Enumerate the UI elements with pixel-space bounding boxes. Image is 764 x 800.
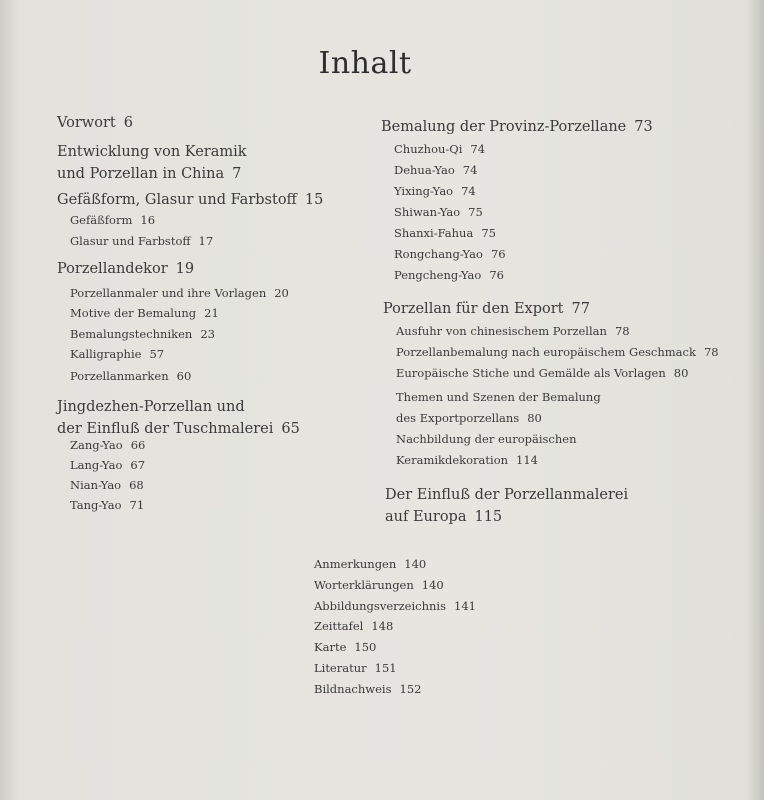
toc-page: 78: [614, 324, 630, 338]
toc-label-line1: Entwicklung von Keramik: [57, 144, 247, 160]
toc-subentry: [70, 213, 155, 227]
toc-subentry: [70, 458, 145, 472]
toc-subentry: [396, 345, 719, 359]
toc-appendix-entry: [314, 661, 397, 675]
toc-label-line1: Nachbildung der europäischen: [396, 432, 577, 446]
toc-label: Shanxi-Fahua: [394, 226, 474, 240]
toc-page: 7: [232, 166, 242, 182]
toc-subentry: [396, 387, 601, 429]
toc-appendix-entry: [314, 557, 426, 571]
toc-label-line2: der Einfluß der Tuschmalerei: [57, 421, 274, 437]
toc-label: Porzellan für den Export: [383, 301, 564, 317]
toc-label: Europäische Stiche und Gemälde als Vorlagen: [396, 366, 666, 380]
toc-entry-provinz: [381, 119, 653, 135]
toc-label: Anmerkungen: [314, 557, 397, 571]
toc-page: 57: [149, 347, 165, 361]
toc-label: Dehua-Yao: [394, 163, 455, 177]
toc-label: Shiwan-Yao: [394, 205, 461, 219]
toc-page: 115: [474, 509, 503, 525]
toc-subentry: [394, 247, 506, 261]
toc-page: 68: [129, 478, 144, 492]
toc-page: 152: [399, 682, 422, 696]
toc-label-line1: Jingdezhen-Porzellan und: [57, 399, 245, 415]
toc-page: 6: [123, 115, 133, 131]
toc-label: Glasur und Farbstoff: [70, 234, 191, 248]
toc-label: Nian-Yao: [70, 478, 122, 492]
toc-label: Porzellanbemalung nach europäischem Geschmack: [396, 345, 696, 359]
toc-label: Gefäßform, Glasur und Farbstoff: [57, 192, 297, 208]
toc-page: 65: [281, 421, 300, 437]
toc-label: Literatur: [314, 661, 367, 675]
toc-subentry: [70, 286, 289, 300]
toc-page: 17: [198, 234, 214, 248]
toc-page: 148: [371, 619, 394, 633]
toc-appendix-entry: [314, 682, 421, 696]
toc-label: Kalligraphie: [70, 347, 142, 361]
toc-label: Zang-Yao: [70, 438, 123, 452]
toc-page: 67: [130, 458, 146, 472]
toc-page: 141: [454, 599, 476, 613]
toc-label: Bemalung der Provinz-Porzellane: [381, 119, 627, 135]
toc-page: 20: [274, 286, 289, 300]
toc-subentry: [70, 438, 145, 452]
toc-label-line2: des Exportporzellans: [396, 411, 520, 425]
toc-label: Yixing-Yao: [394, 184, 454, 198]
toc-label: Ausfuhr von chinesischem Porzellan: [396, 324, 607, 338]
toc-page: 73: [634, 119, 653, 135]
toc-page: 60: [176, 369, 192, 383]
toc-page: 74: [470, 142, 486, 156]
toc-subentry: [70, 347, 164, 361]
toc-label: Pengcheng-Yao: [394, 268, 482, 282]
toc-page: 78: [703, 345, 719, 359]
toc-page: 71: [129, 498, 145, 512]
toc-subentry: [394, 163, 477, 177]
toc-page: 76: [490, 247, 506, 261]
page-title: Inhalt: [318, 46, 412, 81]
toc-appendix-entry: [314, 640, 376, 654]
toc-page: 66: [130, 438, 146, 452]
toc-label-line2: und Porzellan in China: [57, 166, 225, 182]
toc-label: Worterklärungen: [314, 578, 414, 592]
toc-page: 74: [461, 184, 476, 198]
toc-page: 75: [468, 205, 483, 219]
toc-entry-entwicklung: [57, 141, 247, 185]
toc-page: 77: [571, 301, 590, 317]
toc-page: 80: [527, 411, 542, 425]
toc-subentry: [70, 306, 219, 320]
toc-entry-dekor: [57, 261, 194, 277]
toc-label: Porzellanmaler und ihre Vorlagen: [70, 286, 267, 300]
toc-page: 140: [421, 578, 444, 592]
toc-label-line2: auf Europa: [385, 509, 467, 525]
toc-page: 19: [175, 261, 195, 277]
toc-subentry: [70, 498, 144, 512]
toc-label: Karte: [314, 640, 347, 654]
toc-label: Rongchang-Yao: [394, 247, 483, 261]
toc-appendix-entry: [314, 619, 393, 633]
toc-label-line2: Keramikdekoration: [396, 453, 509, 467]
toc-page: 15: [304, 192, 324, 208]
toc-appendix-entry: [314, 578, 444, 592]
toc-label: Bemalungstechniken: [70, 327, 193, 341]
toc-subentry: [394, 268, 504, 282]
toc-subentry: [396, 429, 577, 471]
toc-label-line1: Der Einfluß der Porzellanmalerei: [385, 487, 629, 503]
toc-label: Zeittafel: [314, 619, 364, 633]
toc-page: 151: [374, 661, 397, 675]
toc-entry-export: [383, 301, 590, 317]
toc-subentry: [394, 205, 483, 219]
toc-entry-vorwort: [57, 115, 133, 131]
toc-label: Abbildungsverzeichnis: [314, 599, 446, 613]
toc-subentry: [70, 234, 213, 248]
toc-entry-jingdezhen: [57, 396, 300, 440]
toc-label: Vorwort: [57, 115, 116, 131]
toc-page: 23: [200, 327, 215, 341]
toc-page: 76: [489, 268, 504, 282]
toc-subentry: [70, 369, 191, 383]
toc-page: 16: [140, 213, 156, 227]
toc-page: 150: [354, 640, 377, 654]
toc-subentry: [396, 366, 688, 380]
toc-label: Bildnachweis: [314, 682, 392, 696]
toc-label: Tang-Yao: [70, 498, 122, 512]
toc-label: Motive der Bemalung: [70, 306, 197, 320]
toc-label: Gefäßform: [70, 213, 133, 227]
toc-page: 114: [516, 453, 538, 467]
toc-subentry: [394, 226, 496, 240]
toc-page: 140: [404, 557, 427, 571]
toc-entry-gefaessform: [57, 192, 323, 208]
toc-page: 21: [204, 306, 219, 320]
toc-page: 80: [673, 366, 689, 380]
toc-label: Porzellandekor: [57, 261, 168, 277]
toc-subentry: [394, 184, 476, 198]
toc-subentry: [70, 327, 215, 341]
toc-label: Porzellanmarken: [70, 369, 169, 383]
toc-entry-einfluss: [385, 484, 628, 528]
toc-page: 75: [481, 226, 496, 240]
toc-label: Lang-Yao: [70, 458, 123, 472]
toc-label: Chuzhou-Qi: [394, 142, 463, 156]
toc-subentry: [70, 478, 144, 492]
toc-appendix-entry: [314, 599, 476, 613]
toc-subentry: [396, 324, 630, 338]
toc-label-line1: Themen und Szenen der Bemalung: [396, 390, 601, 404]
toc-subentry: [394, 142, 485, 156]
toc-page: 74: [462, 163, 478, 177]
